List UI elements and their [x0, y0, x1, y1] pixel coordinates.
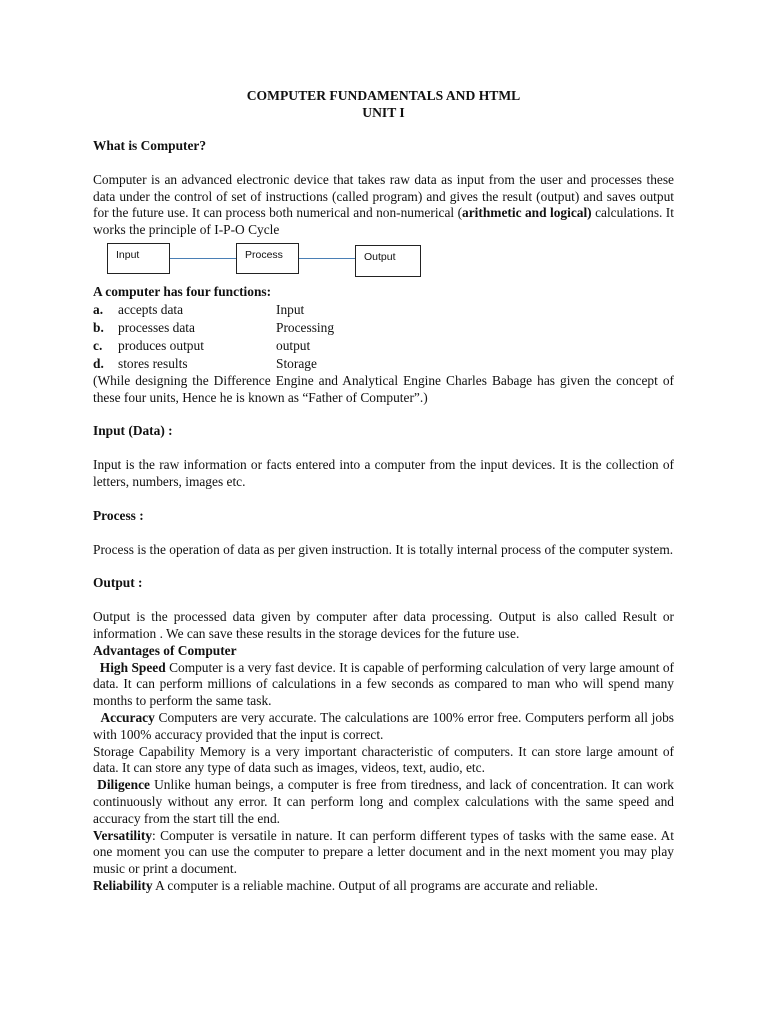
versatility-paragraph: Versatility: Computer is versatile in nature. It can perform different types of tasks with the same ease. At one moment you can use the computer to prepare a letter document and in the next moment you may play music or print a document. — [93, 827, 674, 877]
list-letter: a. — [93, 301, 104, 317]
high-speed-paragraph: High Speed Computer is a very fast device. It is capable of performing calculation of very large amount of data. It can perform millions of calculations in a few seconds as compared to man who will spend many months to perform the same task. — [93, 659, 674, 709]
what-is-paragraph: Computer is an advanced electronic device that takes raw data as input from the user and processes these data under the control of set of instructions (called program) and gives the result (output) and saves output for the future use. It can process both numerical and non-numerical (arithmetic and logical) calculations. It works the principle of I-P-O Cycle — [93, 171, 674, 238]
output-heading: Output : — [93, 575, 143, 591]
document-page — [93, 87, 674, 895]
diligence-paragraph: Diligence Unlike human beings, a computer is free from tiredness, and lack of concentration. It can work continuously without any error. It can perform long and complex calculations with the same speed and accuracy from the start till the end. — [93, 777, 674, 826]
input-paragraph: Input is the raw information or facts entered into a computer from the input devices. It is the collection of letters, numbers, images etc. — [93, 457, 674, 489]
advantages-section — [93, 643, 674, 895]
document-title: COMPUTER FUNDAMENTALS AND HTML — [246, 88, 521, 103]
what-is-heading: What is Computer? — [93, 138, 207, 153]
storage-paragraph: Storage Capability Memory is a very important characteristic of computers. It can store large amount of data. It can store any type of data such as images, videos, text, audio, etc. — [93, 743, 674, 776]
connector-line — [299, 258, 355, 259]
connector-line — [170, 258, 236, 259]
input-heading: Input (Data) : — [93, 423, 173, 439]
input-box: Input — [107, 243, 170, 274]
advantages-heading: Advantages of Computer — [93, 642, 237, 658]
accuracy-paragraph: Accuracy Computers are very accurate. The calculations are 100% error free. Computers perform all jobs with 100% accuracy provided that the input is correct. — [93, 709, 674, 742]
process-box: Process — [236, 243, 299, 274]
list-term: Input — [276, 301, 305, 317]
list-term: Processing — [276, 319, 335, 335]
list-letter: d. — [93, 355, 104, 371]
reliability-label: Reliability — [93, 877, 153, 893]
list-desc: processes data — [118, 319, 195, 335]
functions-heading: A computer has four functions: — [93, 283, 272, 299]
process-heading: Process : — [93, 507, 144, 523]
list-letter: c. — [93, 337, 103, 353]
list-term: output — [276, 337, 311, 353]
process-paragraph: Process is the operation of data as per given instruction. It is totally internal process of the computer system. — [93, 541, 674, 557]
diligence-label: Diligence — [97, 777, 150, 793]
accuracy-label: Accuracy — [100, 709, 155, 725]
unit-title: UNIT I — [362, 105, 405, 120]
versatility-label: Versatility — [93, 827, 153, 843]
functions-list — [93, 301, 674, 373]
list-term: Storage — [276, 355, 317, 371]
ipo-diagram — [93, 243, 674, 279]
list-desc: stores results — [118, 355, 188, 371]
list-letter: b. — [93, 319, 104, 335]
output-paragraph: Output is the processed data given by computer after data processing. Output is also called Result or information . We can save these results in the storage devices for the future use. — [93, 609, 674, 641]
list-desc: accepts data — [118, 301, 184, 317]
output-box: Output — [355, 245, 421, 277]
list-desc: produces output — [118, 337, 204, 353]
high-speed-label: High Speed — [99, 659, 166, 675]
father-note: (While designing the Difference Engine and Analytical Engine Charles Babage has given the concept of these four units, Hence he is known as “Father of Computer”.) — [93, 372, 674, 405]
reliability-paragraph: Reliability A computer is a reliable machine. Output of all programs are accurate and reliable. — [93, 877, 598, 893]
